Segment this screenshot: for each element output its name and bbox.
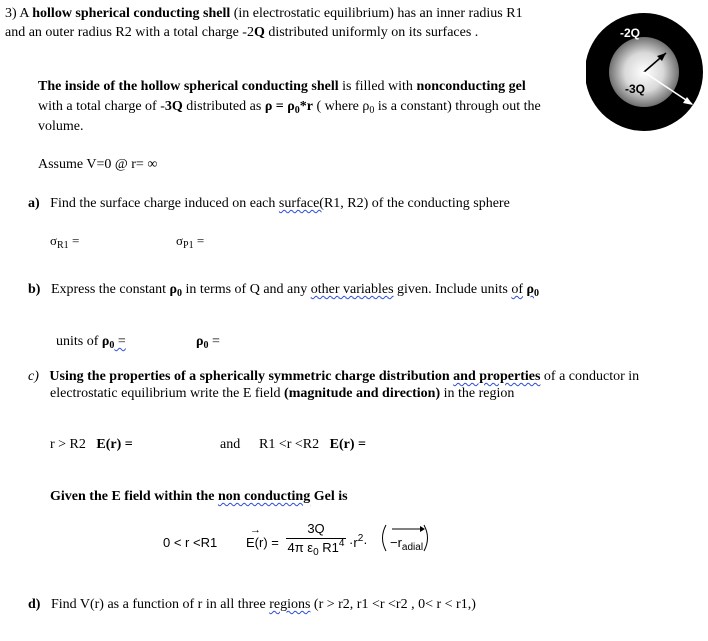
problem-number: 3) — [5, 6, 17, 21]
gel-description-line1: The inside of the hollow spherical conducting shell is filled with nonconducting gel — [38, 79, 526, 94]
part-b-question: b) Express the constant $\rho_0$ in terms of Q and any other variables given. Include units of $\rho_0$ — [28, 282, 540, 299]
inner-charge-label: -3Q — [625, 82, 646, 96]
gel-field-fraction — [286, 521, 346, 558]
vector-arrow: → — [250, 524, 261, 536]
sigma-r1-answer[interactable]: $\sigma_{R1}$ = — [50, 233, 80, 251]
rho0-answer[interactable]: $\rho_0$ = — [196, 334, 220, 351]
fraction-bar — [286, 538, 346, 539]
fraction-numerator: 3Q — [307, 521, 325, 536]
gel-field-heading: Given the E field within the non conducting Gel is — [50, 489, 348, 504]
fraction-denominator: 4π $\varepsilon_0$ $R1^4$ — [287, 538, 345, 558]
and-connector: and — [220, 437, 241, 452]
part-d-question: d) Find V(r) as a function of r in all three regions (r > r2, r1 <r <r2 , 0< r < r1,) — [28, 597, 476, 612]
problem-intro-line2: and an outer radius R2 with a total charge -2Q distributed uniformly on its surfaces . — [5, 25, 479, 40]
efield-outer-region[interactable]: r > R2 E(r) = — [50, 437, 133, 452]
gel-field-rhs: $\cdot r^2\cdot$ — [349, 533, 368, 550]
radial-unit-label: $-r_{adial}$ — [390, 535, 424, 553]
part-c-question-line1: c) Using the properties of a spherically symmetric charge distribution and properties of a conductor in — [28, 369, 640, 384]
part-a-question: a) Find the surface charge induced on each surface(R1, R2) of the conducting sphere — [28, 196, 510, 211]
efield-shell-region[interactable]: R1 <r <R2 E(r) = — [259, 437, 366, 452]
part-c-question-line2: electrostatic equilibrium write the E field (magnitude and direction) in the region — [50, 386, 515, 401]
sigma-p1-answer[interactable]: $\sigma_{P1}$ = — [176, 233, 205, 251]
gel-field-range: 0 < r <R1 — [163, 535, 218, 550]
sphere-figure — [586, 4, 703, 136]
outer-charge-label: -2Q — [620, 26, 641, 40]
gel-description-line3: volume. — [38, 119, 84, 134]
units-rho0-answer[interactable]: units of $\rho_0$ = — [56, 334, 126, 351]
gel-field-lhs: → E(r) = — [246, 524, 279, 550]
assume-potential: Assume V=0 @ r= ∞ — [38, 157, 158, 172]
gel-description-line2: with a total charge of -3Q distributed as $\rho = \rho_0*r$ ( where $\rho_0$ is a constant) through out the — [38, 99, 541, 116]
problem-intro-line1: 3) A hollow spherical conducting shell (in electrostatic equilibrium) has an inner radius R1 — [5, 6, 523, 21]
